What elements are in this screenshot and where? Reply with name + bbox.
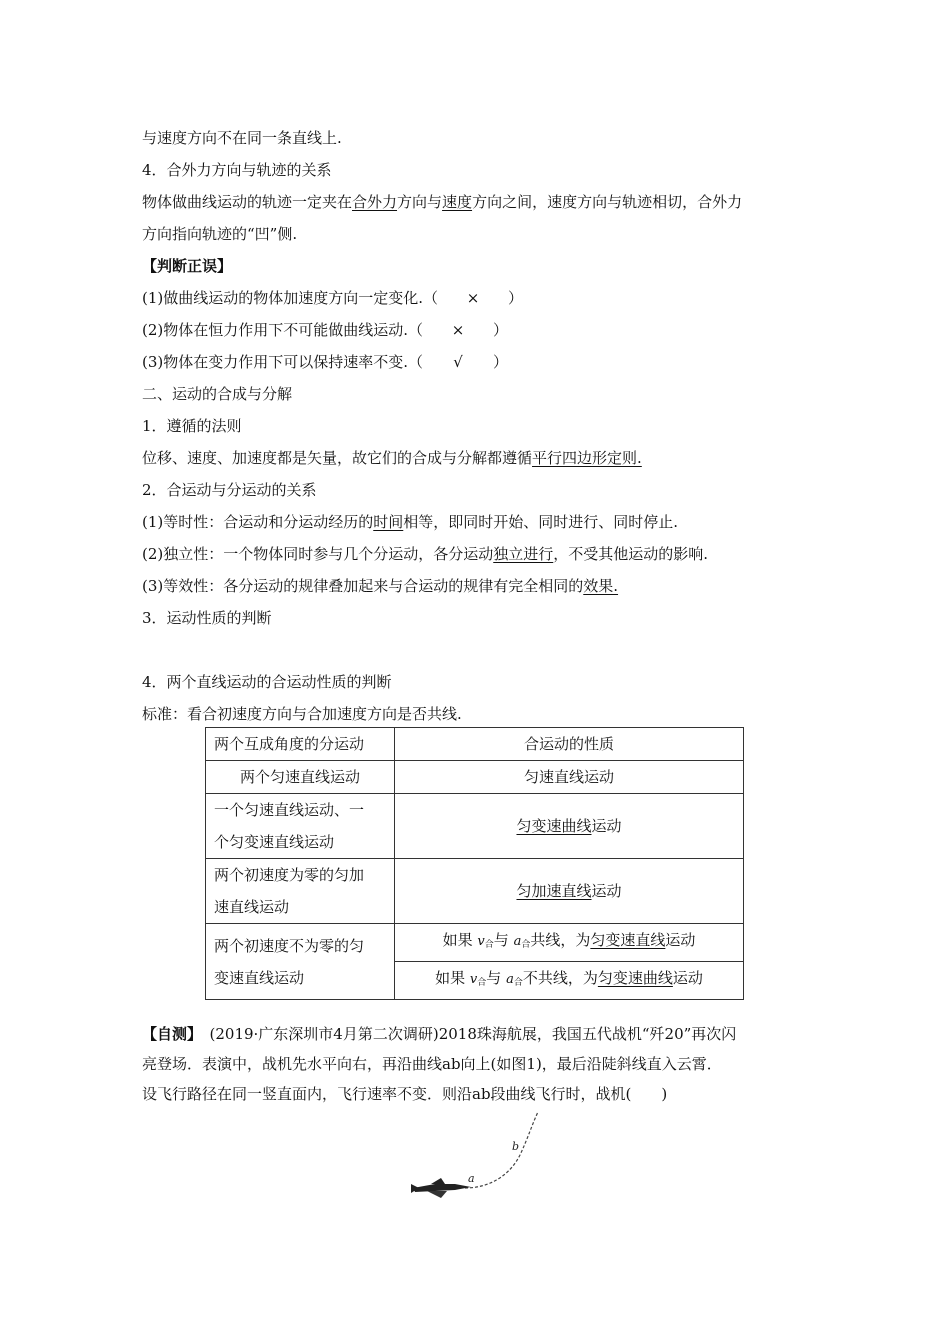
cell-line: 速直线运动: [214, 898, 290, 916]
table-header-row: [206, 728, 744, 761]
judge-item: [142, 320, 508, 340]
table-cell: [395, 859, 744, 924]
table-row: [206, 794, 744, 859]
text-line: [142, 512, 678, 532]
subscript: 合: [477, 978, 487, 988]
text: 与: [493, 931, 509, 949]
table-row: [206, 859, 744, 924]
text: (2019·广东深圳市4月第二次调研)2018珠海航展，我国五代战机“歼20”再次闪: [194, 1025, 737, 1043]
text: (3)物体在变力作用下可以保持速率不变.（: [142, 353, 424, 371]
text-line: [142, 576, 618, 596]
flight-path-curve: [465, 1112, 538, 1188]
answer-blank: 效果.: [583, 577, 619, 595]
table-cell: [206, 924, 395, 1000]
subheading: 4．合外力方向与轨迹的关系: [142, 161, 332, 179]
cell-line: 两个初速度为零的匀加: [214, 866, 365, 884]
text: (3)等效性：各分运动的规律叠加起来与合运动的规律有完全相同的: [142, 577, 584, 595]
judge-item: [142, 352, 508, 372]
answer-blank: 时间: [373, 513, 404, 531]
table-row: [206, 761, 744, 794]
table-cell: [395, 962, 744, 1000]
text: 物体做曲线运动的轨迹一定夹在: [142, 193, 353, 211]
text: ，不受其他运动的影响.: [553, 545, 709, 563]
table-cell: [395, 794, 744, 859]
text-line: 与速度方向不在同一条直线上.: [142, 129, 342, 147]
point-label-b: b: [512, 1140, 520, 1153]
point-label-a: a: [468, 1172, 475, 1185]
text-line: [142, 544, 708, 564]
symbol-v: v: [477, 934, 485, 949]
text-line: 方向指向轨迹的“凹”侧.: [142, 225, 298, 243]
answer-blank: 合外力: [352, 193, 398, 211]
symbol-a: a: [513, 934, 522, 949]
cell-line: 一个匀速直线运动、一: [214, 801, 365, 819]
selftest-line: 设飞行路径在同一竖直面内，飞行速率不变．则沿ab段曲线飞行时，战机( ): [142, 1085, 668, 1103]
table-header-cell: 两个互成角度的分运动: [206, 728, 395, 761]
text: 运动: [591, 817, 622, 835]
subheading: 2．合运动与分运动的关系: [142, 481, 317, 499]
text: 方向与: [397, 193, 443, 211]
judge-title: 【判断正误】: [142, 257, 233, 275]
check-mark: √: [453, 353, 463, 371]
text: 共线，为: [530, 931, 591, 949]
judge-item: [142, 288, 523, 308]
subscript: 合: [484, 940, 494, 950]
cell-line: 个匀变速直线运动: [214, 833, 335, 851]
text: 如果: [435, 969, 466, 987]
answer-blank: 匀加速直线: [516, 882, 592, 900]
text: 与: [486, 969, 502, 987]
answer-blank: 平行四边形定则.: [532, 449, 642, 467]
table-cell: 匀速直线运动: [395, 761, 744, 794]
fighter-jet-icon: [411, 1178, 471, 1198]
cross-mark: ×: [466, 289, 480, 307]
answer-blank: 匀变速曲线: [597, 969, 673, 987]
answer-blank: 匀变速曲线: [516, 817, 592, 835]
text: 运动: [672, 969, 703, 987]
text: (1)做曲线运动的物体加速度方向一定变化.（: [142, 289, 439, 307]
text: ）: [508, 289, 524, 307]
motion-property-table: [205, 727, 744, 1000]
text: 如果: [442, 931, 473, 949]
flight-path-figure: [405, 1110, 555, 1210]
answer-blank: 速度: [442, 193, 473, 211]
answer-blank: 独立进行: [493, 545, 554, 563]
table-cell: [395, 924, 744, 962]
cross-mark: ×: [451, 321, 465, 339]
symbol-v: v: [469, 972, 478, 987]
text: (2)独立性：一个物体同时参与几个分运动，各分运动: [142, 545, 494, 563]
text: 相等，即同时开始、同时进行、同时停止.: [403, 513, 679, 531]
table-cell: [206, 859, 395, 924]
subscript: 合: [521, 940, 531, 950]
subscript: 合: [513, 978, 523, 988]
subheading: 1．遵循的法则: [142, 417, 242, 435]
text-line: 标准：看合初速度方向与合加速度方向是否共线.: [142, 705, 462, 723]
text-line: [142, 192, 742, 212]
subheading: 4．两个直线运动的合运动性质的判断: [142, 673, 392, 691]
table-row: [206, 924, 744, 962]
text: 运动: [665, 931, 696, 949]
subheading: 3．运动性质的判断: [142, 609, 272, 627]
text: (1)等时性：合运动和分运动经历的: [142, 513, 374, 531]
table-header-cell: 合运动的性质: [395, 728, 744, 761]
table-cell: [206, 794, 395, 859]
text: 位移、速度、加速度都是矢量，故它们的合成与分解都遵循: [142, 449, 533, 467]
table-cell: 两个匀速直线运动: [206, 761, 395, 794]
section-heading: 二、运动的合成与分解: [142, 385, 293, 403]
text: 运动: [591, 882, 622, 900]
text-line: [142, 448, 642, 468]
selftest-line: [142, 1024, 736, 1044]
text: 方向之间，速度方向与轨迹相切，合外力: [472, 193, 743, 211]
text: (2)物体在恒力作用下不可能做曲线运动.（: [142, 321, 424, 339]
answer-blank: 匀变速直线: [590, 931, 666, 949]
selftest-line: 亮登场．表演中，战机先水平向右，再沿曲线ab向上(如图1)，最后沿陡斜线直入云霄．: [142, 1055, 722, 1073]
cell-line: 变速直线运动: [214, 968, 305, 987]
selftest-tag: 【自测】: [142, 1025, 195, 1043]
symbol-a: a: [506, 972, 514, 987]
text: 不共线，为: [522, 969, 598, 987]
cell-line: 两个初速度不为零的匀: [214, 936, 365, 955]
text: ）: [493, 353, 509, 371]
text: ）: [493, 321, 509, 339]
